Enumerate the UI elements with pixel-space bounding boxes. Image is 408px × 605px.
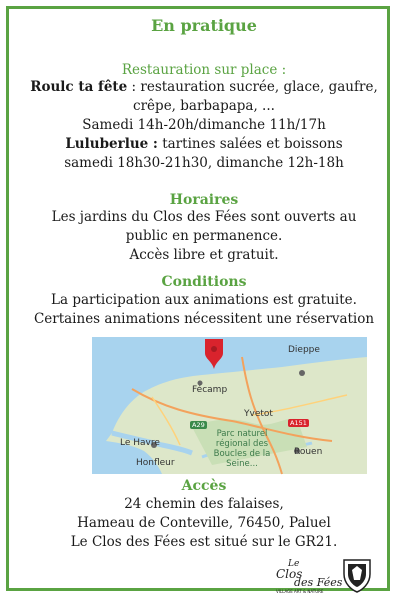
road-a29: A29: [192, 421, 205, 429]
vendor2-name: Luluberlue :: [65, 136, 158, 152]
horaires-heading: Horaires: [169, 192, 239, 208]
road-a151: A151: [290, 419, 307, 427]
map-label-park: Parc naturel régional des Boucles de la Seine...: [213, 429, 271, 469]
horaires-line3: Accès libre et gratuit.: [129, 247, 279, 263]
map-label-honfleur: Honfleur: [136, 458, 175, 468]
vendor1-desc: : restauration sucrée, glace, gaufre,: [127, 79, 378, 95]
restauration-heading: Restauration sur place :: [121, 62, 287, 78]
vendor2-line: [0, 135, 408, 154]
acces-line1: 24 chemin des falaises,: [124, 496, 284, 512]
acces-heading: Accès: [181, 478, 227, 494]
map-label-rouen: Rouen: [294, 447, 323, 457]
location-map[interactable]: [92, 337, 367, 474]
horaires-line1: Les jardins du Clos des Fées sont ouverts au: [51, 209, 357, 225]
conditions-line2: Certaines animations nécessitent une réservation: [33, 311, 375, 327]
conditions-line1: La participation aux animations est gratuite.: [51, 292, 357, 308]
map-label-yvetot: Yvetot: [244, 409, 273, 419]
horaires-line2: public en permanence.: [125, 228, 283, 244]
clos-des-fees-logo: [268, 556, 343, 594]
acces-line2: Hameau de Conteville, 76450, Paluel: [77, 515, 331, 531]
logo-text-clos: Clos: [276, 567, 303, 581]
acces-line3: Le Clos des Fées est situé sur le GR21.: [70, 534, 338, 550]
conditions-heading: Conditions: [161, 274, 247, 290]
logo-tagline: VILLAGE ART & NATURE: [276, 589, 324, 594]
vendor2-hours: samedi 18h30-21h30, dimanche 12h-18h: [64, 155, 344, 171]
vendor1-line2: crêpe, barbapapa, ...: [133, 98, 275, 114]
map-label-lehavre: Le Havre: [120, 438, 160, 448]
crest-logo: [340, 556, 374, 594]
map-label-fecamp: Fécamp: [192, 385, 228, 395]
vendor1-name: Roulc ta fête: [30, 79, 128, 95]
vendor1-hours: Samedi 14h-20h/dimanche 11h/17h: [82, 117, 326, 133]
page-title: En pratique: [151, 16, 257, 35]
logo-text-le: Le: [288, 559, 300, 569]
logo-text-fees: des Fées: [294, 576, 343, 589]
vendor1-line1: [0, 78, 408, 97]
map-label-dieppe: Dieppe: [288, 345, 320, 355]
vendor2-desc: tartines salées et boissons: [157, 136, 343, 152]
